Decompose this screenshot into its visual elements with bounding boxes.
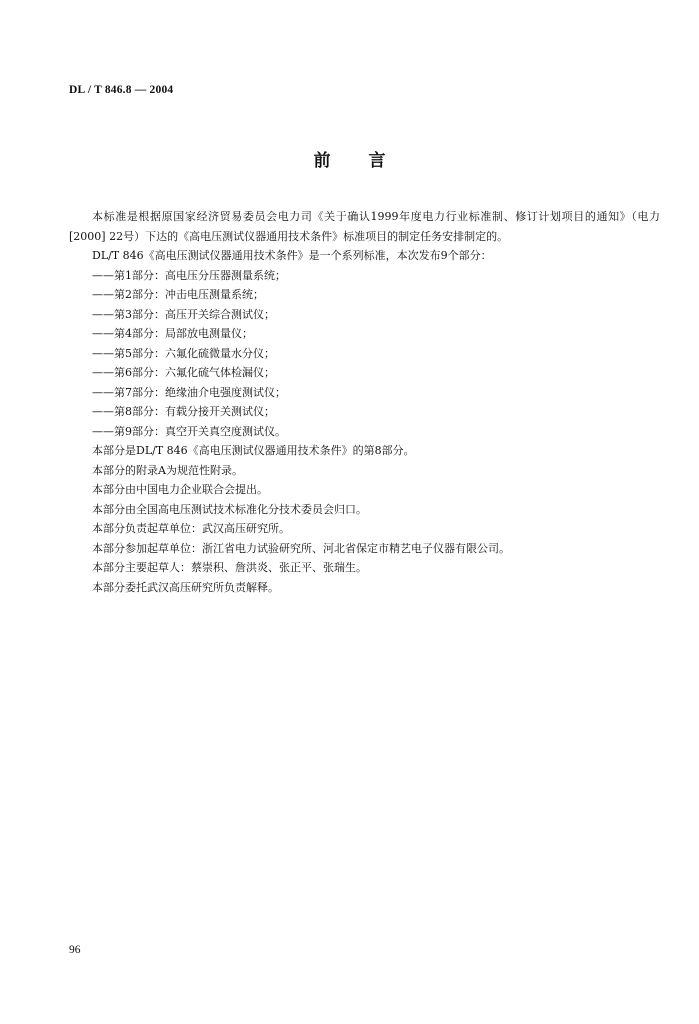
list-item: ——第6部分：六氟化硫气体检漏仪； [92, 366, 275, 379]
statement-line: 本部分参加起草单位：浙江省电力试验研究所、河北省保定市精艺电子仪器有限公司。 [92, 541, 510, 555]
title-char-2: 言 [368, 151, 386, 171]
standard-code-header: DL / T 846.8 — 2004 [69, 84, 174, 96]
document-body [69, 207, 660, 597]
statement-line: 本部分委托武汉高压研究所负责解释。 [92, 580, 279, 594]
list-item: ——第2部分：冲击电压测量系统； [92, 288, 264, 301]
list-item: ——第1部分：高电压分压器测量系统； [92, 268, 286, 282]
statement-line: 本部分主要起草人：蔡崇积、詹洪炎、张正平、张瑞生。 [92, 561, 367, 574]
page-number: 96 [69, 944, 81, 956]
statement-line: 本部分的附录A为规范性附录。 [92, 463, 243, 477]
parts-list [69, 266, 660, 442]
title-char-1: 前 [313, 151, 331, 171]
list-item: ——第8部分：有载分接开关测试仪； [92, 405, 275, 418]
list-item: ——第7部分：绝缘油介电强度测试仪； [92, 385, 286, 399]
list-item: ——第9部分：真空开关真空度测试仪。 [92, 424, 286, 438]
statement-line: 本部分负责起草单位：武汉高压研究所。 [92, 522, 290, 535]
series-intro: DL/T 846《高电压测试仪器通用技术条件》是一个系列标准，本次发布9个部分： [92, 249, 492, 262]
list-item: ——第4部分：局部放电测量仪； [92, 327, 253, 340]
statement-line: 本部分由全国高电压测试技术标准化分技术委员会归口。 [92, 502, 367, 516]
statement-line: 本部分由中国电力企业联合会提出。 [92, 483, 268, 496]
statement-line: 本部分是DL/T 846《高电压测试仪器通用技术条件》的第8部分。 [92, 444, 415, 457]
intro-paragraph: 本标准是根据原国家经济贸易委员会电力司《关于确认1999年度电力行业标准制、修订计划项目的通知》（电力[2000] 22号）下达的《高电压测试仪器通用技术条件》标准项目的制定任务安排制定的。 [69, 210, 660, 243]
page-title [0, 146, 699, 171]
list-item: ——第3部分：高压开关综合测试仪； [92, 307, 275, 321]
list-item: ——第5部分：六氟化硫微量水分仪； [92, 346, 275, 360]
